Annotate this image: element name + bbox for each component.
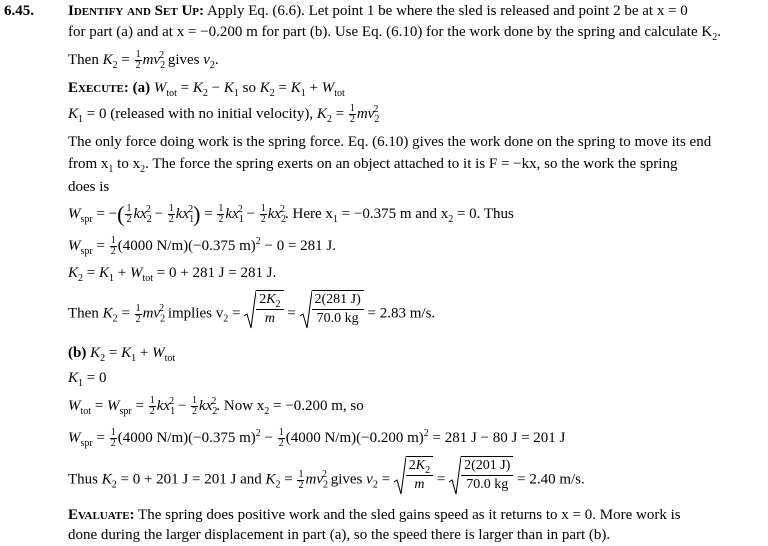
wspr-b-result: = 281 J − 80 J = 201 J [432, 429, 566, 446]
setup-line-2: for part (a) and at x = −0.200 m for part (b). Use Eq. (6.10) for the work done by the spring and calculate $K_2$. [68, 24, 721, 43]
then-line: Then $K_2$ = $\frac{1}{2}$ $mv_2^2$ gives $v_2$. [68, 49, 219, 71]
part-b-line: (b) $K_2 = K_1 + W_{tot}$ [68, 345, 176, 364]
sqrt-2k2-m: $\frac{2K_2}{m}$ [244, 290, 283, 338]
v2-b-result: = 2.40 m/s. [517, 471, 585, 488]
k2-a-result: = 0 + 281 J = 281 J. [156, 265, 277, 281]
sqrt-2k2-m-b: $\frac{2K_2}{m}$ [394, 456, 433, 504]
identify-label: Identify and Set Up: [68, 3, 204, 19]
k1-line: $K_1 = 0$ (released with no initial velocity), $K_2$ = $\frac{1}{2}$ $mv_2^2$ [68, 103, 380, 125]
para-line-2a: from x [68, 156, 109, 172]
thus-text: Thus [68, 471, 98, 488]
rad-den-b: 70.0 kg [466, 477, 509, 492]
k1-zero-line: $K_1 = 0$ [68, 370, 107, 389]
para-line-2: from $x_1$ to $x_2$. The force the spring exerts on an object attached to it is F = −kx, so the work the spring [68, 156, 678, 175]
evaluate-label: Evaluate: [68, 507, 135, 523]
identify-text: Apply Eq. (6.6). Let point 1 be where the sled is released and point 2 be at x = 0 [206, 3, 688, 19]
x2-value: = 0. Thus [456, 205, 514, 222]
x2-b-value: = −0.200 m, so [273, 397, 364, 414]
v2-a-line: Then $K_2$ = $\frac{1}{2}$ $mv_2^2$ implies $v_2$ = $\frac{2K_2}{m}$ = $\frac{2(281 J)}{70.0 kg}$ = 2.83 m/s. [68, 290, 435, 338]
wspr-b-1: (4000 N/m)(−0.375 m) [117, 429, 256, 446]
so-text: so [242, 80, 256, 96]
para-line-2c: . The force the spring exerts on an object attached to it is F = −kx, so the work the spring [145, 156, 678, 172]
k1-zero: = 0 [86, 370, 107, 386]
rad-num-b: 2(201 J) [461, 457, 513, 476]
v2-b-line: Thus $K_2 = 0 + 201$ J = 201 J and $K_2$ = $\frac{1}{2}$ $mv_2^2$ gives $v_2$ = $\frac{2K_2}{m}$ = $\frac{2(201 J)}{70.0 kg}$ = 2.40 m/s. [68, 456, 585, 504]
wtot-b-line: $W_{tot} = W_{spr}$ = $\frac{1}{2}$ $kx_1^2$ − $\frac{1}{2}$ $kx_2^2$. Now $x_2 = -0.200$ m, so [68, 395, 364, 417]
then-text-a: Then [68, 305, 99, 322]
gives-text-b: gives [330, 471, 363, 488]
execute-label: Execute: [68, 80, 129, 96]
part-b-label: (b) [68, 345, 87, 361]
wspr-b-2: (4000 N/m)(−0.200 m) [285, 429, 424, 446]
para-line-1: The only force doing work is the spring force. Eq. (6.10) gives the work done on the spring to move its end [68, 134, 712, 150]
now-text: . Now x [216, 397, 265, 414]
wspr-calc: (4000 N/m)(−0.375 m) [117, 237, 256, 254]
gives-text: gives [167, 51, 200, 68]
evaluate-line-1 [68, 506, 681, 524]
and-text: and x [415, 205, 449, 222]
rad-num-a: 2(281 J) [312, 291, 364, 310]
execute-line: Execute: (a) $W_{tot} = K_2 - K_1$ so $K_2 = K_1 + W_{tot}$ [68, 80, 345, 99]
k2-a-line: $K_2 = K_1 + W_{tot} = 0 + 281$ J = 281 J. [68, 265, 277, 284]
evaluate-line-2: done during the larger displacement in part (a), so the speed there is larger than in part (b). [68, 527, 611, 543]
then-text: Then [68, 51, 99, 68]
part-a-label: (a) [132, 80, 151, 96]
sqrt-numeric-b [449, 456, 513, 504]
wspr-calc-line: $W_{spr}$ = $\frac{1}{2}$ (4000 N/m)(−0.375 m)$^2$ − 0 = 281 J. [68, 235, 336, 257]
implies-text: implies v [167, 305, 224, 322]
evaluate-text-1: The spring does positive work and the sled gains speed as it returns to x = 0. More work is [138, 507, 681, 523]
sqrt-numeric-a [300, 290, 364, 338]
k2-b-result: = 0 + 201 J = 201 J [120, 471, 237, 488]
problem-number: 6.45. [4, 3, 34, 19]
para-line-2b: to x [117, 156, 141, 172]
identify-line [68, 2, 688, 20]
rad-den-a: 70.0 kg [316, 311, 359, 326]
x1-value: = −0.375 m [341, 205, 412, 222]
here-text: Here x [292, 205, 333, 222]
and2-text: and [240, 471, 262, 488]
v2-a-result: = 2.83 m/s. [367, 305, 436, 322]
wspr-tail: − 0 = 281 J. [264, 237, 336, 254]
released-text: (released with no initial velocity), [110, 105, 314, 122]
wspr-formula-line: $W_{spr}$ = −( $\frac{1}{2}$ $kx_2^2$ − $\frac{1}{2}$ $kx_1^2$) = $\frac{1}{2}$ $kx_1^2$ − $\frac{1}{2}$ $kx_2^2$. Here $x_1 = -0.375$ m and $x_2 = 0$. Thus [68, 201, 514, 227]
para-line-3: does is [68, 179, 110, 195]
wspr-b-line: $W_{spr}$ = $\frac{1}{2}$ (4000 N/m)(−0.375 m)$^2$ − $\frac{1}{2}$ (4000 N/m)(−0.200 m)$^2$ = 281 J − 80 J = 201 J [68, 427, 566, 449]
setup-text: for part (a) and at x = −0.200 m for part (b). Use Eq. (6.10) for the work done by the spring and calculate K [68, 24, 713, 40]
